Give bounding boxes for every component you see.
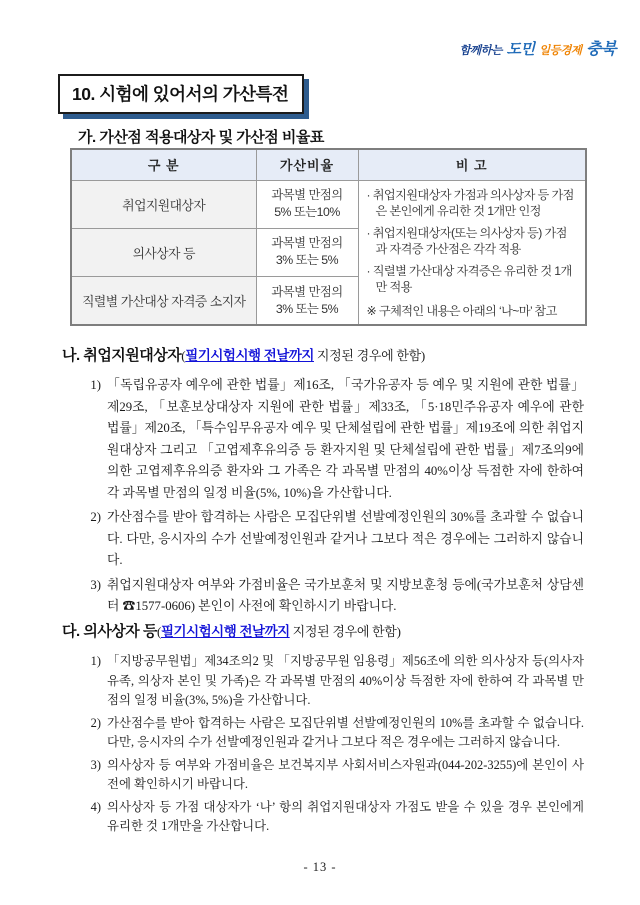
page-number: - 13 - — [303, 860, 337, 874]
rate-line: 3% 또는 5% — [275, 253, 339, 268]
item-number: 3) — [90, 757, 101, 772]
section-na — [62, 344, 584, 621]
logo-text-1: 함께하는 — [459, 43, 502, 57]
table-rate-cell — [256, 228, 358, 276]
deadline-emphasis-text: 필기시험시행 전날까지 — [185, 348, 314, 363]
logo-text-4: 충북 — [586, 39, 616, 58]
table-category-cell: 의사상자 등 — [71, 228, 256, 276]
section-da-items — [84, 652, 584, 837]
list-item — [84, 798, 584, 837]
table-header-row — [71, 149, 586, 180]
section-da — [62, 620, 584, 840]
item-number: 1) — [90, 654, 101, 668]
table-rate-cell — [256, 277, 358, 325]
item-number: 2) — [90, 510, 101, 524]
rate-line: 3% 또는 5% — [275, 301, 339, 316]
item-text: 취업지원대상자 여부와 가점비율은 국가보훈처 및 지방보훈청 등에(국가보훈처 상담센터 ☎1577-0606) 본인이 사전에 확인하시기 바랍니다. — [107, 577, 584, 613]
heading-paren: ( — [181, 348, 186, 363]
item-number: 4) — [90, 799, 101, 814]
table-header-note: 비 고 — [358, 149, 586, 180]
logo-text-2: 도민 — [506, 40, 535, 58]
item-number: 2) — [90, 715, 101, 730]
deadline-emphasis-text: 필기시험시행 전날까지 — [160, 624, 290, 639]
rate-line: 과목별 만점의 — [271, 284, 343, 299]
section-na-heading-rest: 지정된 경우에 한함) — [313, 348, 425, 363]
item-text: 가산점수를 받아 합격하는 사람은 모집단위별 선발예정인원의 30%를 초과할 수 없습니다. 다만, 응시자의 수가 선발예정인원과 같거나 그보다 적은 경우에는 그러하지 않습니다. — [107, 510, 584, 567]
item-number: 1) — [90, 378, 101, 392]
note-item: · 취업지원대상자(또는 의사상자 등) 가점과 자격증 가산점은 각각 적용 — [366, 225, 567, 256]
item-text: 「독립유공자 예우에 관한 법률」제16조, 「국가유공자 등 예우 및 지원에 관한 법률」제29조, 「보훈보상대상자 지원에 관한 법률」제33조, 「5·18민주유공자 예우에 관한 법률」제20조, 「특수임무유공자 예우 및 단체설립에 관한 법률」제19조에 의한 취업지원대상자 그리고 「고엽제후유의증 등 환자지원 및 단체설립에 관한 법률」제7조의9에 의한 고엽제후유의증 환자와 그 가족은 각 과목별 만점의 40%이상 득점한 자에 한하여 각 과목별 만점의 일정 비율(5%, 10%)을 가산합니다. — [107, 378, 584, 500]
bonus-ratio-table — [70, 148, 587, 326]
list-item — [84, 507, 584, 572]
section-na-items — [84, 375, 584, 618]
note-footer: ※ 구체적인 내용은 아래의 ‘나~마’ 참고 — [366, 303, 557, 318]
list-item — [84, 652, 584, 711]
section-na-heading — [62, 344, 584, 365]
list-item — [84, 375, 584, 504]
section-na-heading-main: 나. 취업지원대상자 — [62, 347, 182, 364]
section-ga-heading: 가. 가산점 적용대상자 및 가산점 비율표 — [78, 129, 324, 146]
chungbuk-province-logo — [459, 36, 616, 59]
item-number: 3) — [90, 577, 101, 592]
table-category-cell: 취업지원대상자 — [71, 180, 256, 228]
rate-line: 과목별 만점의 — [271, 236, 343, 251]
table-rate-cell — [256, 180, 358, 228]
table-note-cell — [358, 180, 586, 325]
table-category-cell: 직렬별 가산대상 자격증 소지자 — [71, 277, 256, 325]
note-item: · 직렬별 가산대상 자격증은 유리한 것 1개만 적용 — [366, 263, 572, 294]
rate-line: 과목별 만점의 — [271, 188, 343, 203]
list-item — [84, 575, 584, 618]
heading-paren: ( — [156, 624, 161, 639]
page-title: 10. 시험에 있어서의 가산특전 — [58, 74, 304, 114]
table-header-rate: 가산비율 — [256, 149, 358, 180]
section-da-heading-main: 다. 의사상자 등 — [62, 623, 157, 640]
list-item — [84, 756, 584, 795]
section-da-heading — [62, 620, 584, 641]
item-text: 가산점수를 받아 합격하는 사람은 모집단위별 선발예정인원의 10%를 초과할 수 없습니다. 다만, 응시자의 수가 선발예정인원과 같거나 그보다 적은 경우에는 그러하지 않습니다. — [107, 715, 584, 749]
table-header-category: 구 분 — [71, 149, 256, 180]
note-item: · 취업지원대상자 가점과 의사상자 등 가점은 본인에게 유리한 것 1개만 인정 — [366, 187, 574, 218]
list-item — [84, 714, 584, 753]
rate-line: 5% 또는10% — [274, 205, 340, 220]
logo-text-3: 일등경제 — [539, 43, 582, 57]
item-text: 의사상자 등 여부와 가점비율은 보건복지부 사회서비스자원과(044-202-3255)에 본인이 사전에 확인하시기 바랍니다. — [107, 757, 584, 791]
section-da-heading-rest: 지정된 경우에 한함) — [289, 624, 401, 639]
table-row — [71, 180, 586, 228]
item-text: 「지방공무원법」제34조의2 및 「지방공무원 임용령」제56조에 의한 의사상자 등(의사자 유족, 의상자 본인 및 가족)은 각 과목별 만점의 40%이상 득점한 자에 한하여 각 과목별 만점의 일정 비율(3%, 5%)을 가산합니다. — [107, 654, 584, 707]
item-text: 의사상자 등 가점 대상자가 ‘나’ 항의 취업지원대상자 가점도 받을 수 있을 경우 본인에게 유리한 것 1개만을 가산합니다. — [107, 799, 584, 833]
